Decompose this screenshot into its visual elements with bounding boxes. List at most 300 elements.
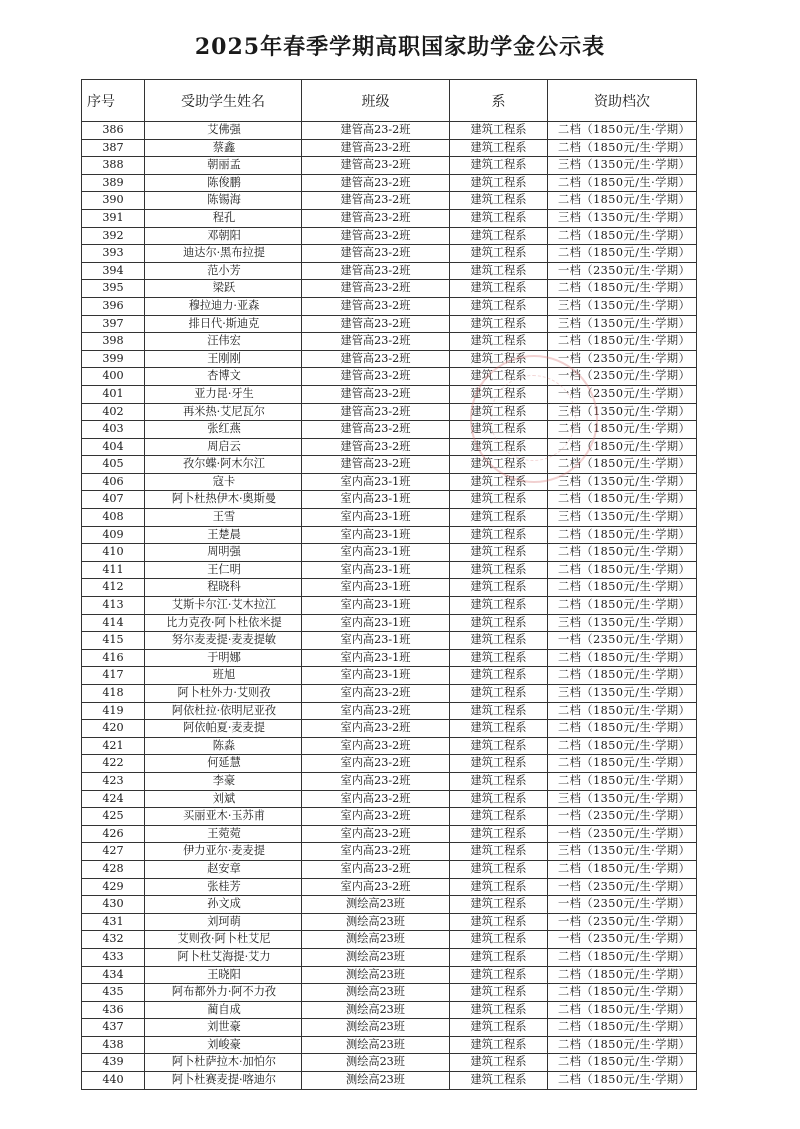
cell-subsidy-level: 一档（2350元/生·学期）	[548, 913, 697, 931]
table-row	[82, 227, 697, 245]
cell-class: 建管高23-2班	[302, 368, 450, 386]
cell-department: 建筑工程系	[450, 825, 548, 843]
cell-subsidy-level: 一档（2350元/生·学期）	[548, 878, 697, 896]
cell-seq: 432	[82, 931, 145, 949]
cell-subsidy-level: 二档（1850元/生·学期）	[548, 122, 697, 140]
cell-subsidy-level: 一档（2350元/生·学期）	[548, 896, 697, 914]
cell-student-name: 王刚刚	[145, 350, 302, 368]
cell-subsidy-level: 一档（2350元/生·学期）	[548, 385, 697, 403]
cell-subsidy-level: 二档（1850元/生·学期）	[548, 984, 697, 1002]
cell-subsidy-level: 二档（1850元/生·学期）	[548, 421, 697, 439]
cell-subsidy-level: 一档（2350元/生·学期）	[548, 262, 697, 280]
cell-student-name: 亚力昆·牙生	[145, 385, 302, 403]
cell-subsidy-level: 三档（1350元/生·学期）	[548, 473, 697, 491]
cell-department: 建筑工程系	[450, 1072, 548, 1090]
cell-class: 室内高23-1班	[302, 579, 450, 597]
table-row	[82, 931, 697, 949]
cell-department: 建筑工程系	[450, 421, 548, 439]
cell-department: 建筑工程系	[450, 174, 548, 192]
cell-seq: 391	[82, 209, 145, 227]
cell-seq: 412	[82, 579, 145, 597]
cell-subsidy-level: 二档（1850元/生·学期）	[548, 245, 697, 263]
cell-student-name: 汪伟宏	[145, 333, 302, 351]
cell-subsidy-level: 二档（1850元/生·学期）	[548, 755, 697, 773]
cell-department: 建筑工程系	[450, 333, 548, 351]
cell-subsidy-level: 二档（1850元/生·学期）	[548, 737, 697, 755]
cell-department: 建筑工程系	[450, 245, 548, 263]
cell-class: 室内高23-1班	[302, 473, 450, 491]
cell-seq: 408	[82, 509, 145, 527]
cell-student-name: 梁跃	[145, 280, 302, 298]
cell-subsidy-level: 二档（1850元/生·学期）	[548, 649, 697, 667]
table-row	[82, 403, 697, 421]
cell-class: 室内高23-2班	[302, 702, 450, 720]
cell-student-name: 王菀菀	[145, 825, 302, 843]
cell-subsidy-level: 二档（1850元/生·学期）	[548, 1054, 697, 1072]
cell-seq: 395	[82, 280, 145, 298]
cell-subsidy-level: 一档（2350元/生·学期）	[548, 931, 697, 949]
cell-student-name: 王雪	[145, 509, 302, 527]
table-row	[82, 702, 697, 720]
cell-subsidy-level: 二档（1850元/生·学期）	[548, 860, 697, 878]
cell-subsidy-level: 三档（1350元/生·学期）	[548, 685, 697, 703]
cell-class: 室内高23-2班	[302, 808, 450, 826]
cell-subsidy-level: 二档（1850元/生·学期）	[548, 526, 697, 544]
cell-subsidy-level: 一档（2350元/生·学期）	[548, 808, 697, 826]
table-row	[82, 948, 697, 966]
cell-class: 室内高23-2班	[302, 860, 450, 878]
cell-class: 室内高23-1班	[302, 544, 450, 562]
cell-class: 室内高23-2班	[302, 843, 450, 861]
cell-student-name: 迪达尔·黑布拉提	[145, 245, 302, 263]
table-row	[82, 913, 697, 931]
cell-department: 建筑工程系	[450, 896, 548, 914]
cell-seq: 407	[82, 491, 145, 509]
cell-class: 建管高23-2班	[302, 438, 450, 456]
cell-subsidy-level: 二档（1850元/生·学期）	[548, 192, 697, 210]
page-title: 2025年春季学期高职国家助学金公示表	[194, 34, 606, 60]
cell-class: 建管高23-2班	[302, 333, 450, 351]
cell-subsidy-level: 二档（1850元/生·学期）	[548, 227, 697, 245]
cell-class: 室内高23-2班	[302, 825, 450, 843]
cell-department: 建筑工程系	[450, 720, 548, 738]
cell-seq: 406	[82, 473, 145, 491]
cell-department: 建筑工程系	[450, 614, 548, 632]
cell-seq: 424	[82, 790, 145, 808]
cell-seq: 420	[82, 720, 145, 738]
cell-department: 建筑工程系	[450, 262, 548, 280]
cell-class: 建管高23-2班	[302, 227, 450, 245]
cell-department: 建筑工程系	[450, 403, 548, 421]
cell-seq: 430	[82, 896, 145, 914]
cell-subsidy-level: 三档（1350元/生·学期）	[548, 297, 697, 315]
cell-student-name: 何延慧	[145, 755, 302, 773]
cell-subsidy-level: 二档（1850元/生·学期）	[548, 491, 697, 509]
cell-student-name: 张桂芳	[145, 878, 302, 896]
cell-department: 建筑工程系	[450, 227, 548, 245]
cell-student-name: 王晓阳	[145, 966, 302, 984]
cell-student-name: 买丽亚木·玉苏甫	[145, 808, 302, 826]
cell-class: 测绘高23班	[302, 1054, 450, 1072]
cell-class: 室内高23-2班	[302, 878, 450, 896]
cell-seq: 392	[82, 227, 145, 245]
table-row	[82, 632, 697, 650]
table-header-row	[82, 80, 697, 122]
table-row	[82, 597, 697, 615]
table-row	[82, 526, 697, 544]
cell-department: 建筑工程系	[450, 122, 548, 140]
cell-student-name: 艾斯卡尔江·艾木拉江	[145, 597, 302, 615]
cell-class: 室内高23-2班	[302, 772, 450, 790]
cell-student-name: 阿卜杜赛麦提·喀迪尔	[145, 1072, 302, 1090]
cell-student-name: 李豪	[145, 772, 302, 790]
cell-seq: 431	[82, 913, 145, 931]
cell-subsidy-level: 三档（1350元/生·学期）	[548, 509, 697, 527]
table-row	[82, 1001, 697, 1019]
cell-subsidy-level: 二档（1850元/生·学期）	[548, 597, 697, 615]
cell-subsidy-level: 二档（1850元/生·学期）	[548, 333, 697, 351]
cell-department: 建筑工程系	[450, 913, 548, 931]
cell-department: 建筑工程系	[450, 649, 548, 667]
cell-department: 建筑工程系	[450, 1036, 548, 1054]
cell-class: 测绘高23班	[302, 948, 450, 966]
cell-seq: 419	[82, 702, 145, 720]
cell-seq: 403	[82, 421, 145, 439]
cell-seq: 427	[82, 843, 145, 861]
cell-department: 建筑工程系	[450, 597, 548, 615]
cell-class: 建管高23-2班	[302, 456, 450, 474]
cell-seq: 433	[82, 948, 145, 966]
cell-department: 建筑工程系	[450, 790, 548, 808]
cell-class: 建管高23-2班	[302, 174, 450, 192]
table-row	[82, 614, 697, 632]
cell-student-name: 刘斌	[145, 790, 302, 808]
table-row	[82, 667, 697, 685]
cell-student-name: 阿布都外力·阿不力孜	[145, 984, 302, 1002]
cell-student-name: 程晓科	[145, 579, 302, 597]
cell-class: 室内高23-1班	[302, 649, 450, 667]
cell-seq: 413	[82, 597, 145, 615]
cell-seq: 388	[82, 157, 145, 175]
cell-department: 建筑工程系	[450, 579, 548, 597]
cell-department: 建筑工程系	[450, 385, 548, 403]
cell-department: 建筑工程系	[450, 297, 548, 315]
table-row	[82, 280, 697, 298]
table-row	[82, 122, 697, 140]
cell-seq: 438	[82, 1036, 145, 1054]
table-row	[82, 350, 697, 368]
table-row	[82, 157, 697, 175]
cell-class: 室内高23-1班	[302, 509, 450, 527]
cell-student-name: 阿卜杜萨拉木·加怕尔	[145, 1054, 302, 1072]
cell-department: 建筑工程系	[450, 1054, 548, 1072]
cell-subsidy-level: 二档（1850元/生·学期）	[548, 579, 697, 597]
cell-class: 室内高23-1班	[302, 561, 450, 579]
cell-class: 室内高23-2班	[302, 755, 450, 773]
cell-seq: 434	[82, 966, 145, 984]
cell-subsidy-level: 二档（1850元/生·学期）	[548, 561, 697, 579]
cell-seq: 411	[82, 561, 145, 579]
table-row	[82, 896, 697, 914]
cell-department: 建筑工程系	[450, 280, 548, 298]
cell-subsidy-level: 二档（1850元/生·学期）	[548, 667, 697, 685]
cell-class: 室内高23-2班	[302, 720, 450, 738]
cell-seq: 439	[82, 1054, 145, 1072]
cell-class: 室内高23-1班	[302, 614, 450, 632]
cell-subsidy-level: 二档（1850元/生·学期）	[548, 772, 697, 790]
cell-class: 建管高23-2班	[302, 122, 450, 140]
cell-student-name: 刘珂萌	[145, 913, 302, 931]
table-row	[82, 438, 697, 456]
cell-seq: 400	[82, 368, 145, 386]
cell-department: 建筑工程系	[450, 702, 548, 720]
cell-class: 室内高23-2班	[302, 790, 450, 808]
cell-seq: 398	[82, 333, 145, 351]
table-row	[82, 1072, 697, 1090]
cell-seq: 409	[82, 526, 145, 544]
table-row	[82, 1054, 697, 1072]
cell-department: 建筑工程系	[450, 456, 548, 474]
cell-student-name: 艾佛强	[145, 122, 302, 140]
table-row	[82, 843, 697, 861]
cell-department: 建筑工程系	[450, 737, 548, 755]
table-row	[82, 720, 697, 738]
cell-seq: 389	[82, 174, 145, 192]
cell-department: 建筑工程系	[450, 544, 548, 562]
cell-seq: 426	[82, 825, 145, 843]
cell-subsidy-level: 二档（1850元/生·学期）	[548, 438, 697, 456]
cell-subsidy-level: 二档（1850元/生·学期）	[548, 456, 697, 474]
cell-subsidy-level: 三档（1350元/生·学期）	[548, 790, 697, 808]
cell-student-name: 阿依帕夏·麦麦提	[145, 720, 302, 738]
cell-class: 室内高23-1班	[302, 667, 450, 685]
cell-class: 建管高23-2班	[302, 315, 450, 333]
cell-class: 测绘高23班	[302, 1001, 450, 1019]
table-row	[82, 755, 697, 773]
cell-seq: 414	[82, 614, 145, 632]
cell-subsidy-level: 二档（1850元/生·学期）	[548, 948, 697, 966]
table-row	[82, 297, 697, 315]
table-row	[82, 368, 697, 386]
cell-class: 室内高23-1班	[302, 526, 450, 544]
table-row	[82, 491, 697, 509]
cell-student-name: 于明娜	[145, 649, 302, 667]
table-row	[82, 192, 697, 210]
cell-department: 建筑工程系	[450, 491, 548, 509]
cell-class: 建管高23-2班	[302, 421, 450, 439]
cell-subsidy-level: 三档（1350元/生·学期）	[548, 614, 697, 632]
header-name: 受助学生姓名	[145, 80, 302, 122]
cell-seq: 425	[82, 808, 145, 826]
table-row	[82, 966, 697, 984]
cell-seq: 399	[82, 350, 145, 368]
cell-student-name: 张红燕	[145, 421, 302, 439]
cell-student-name: 王楚晨	[145, 526, 302, 544]
cell-student-name: 刘峻豪	[145, 1036, 302, 1054]
cell-class: 建管高23-2班	[302, 192, 450, 210]
table-row	[82, 385, 697, 403]
cell-seq: 405	[82, 456, 145, 474]
table-row	[82, 878, 697, 896]
cell-student-name: 蔺自成	[145, 1001, 302, 1019]
cell-class: 建管高23-2班	[302, 245, 450, 263]
cell-student-name: 再米热·艾尼瓦尔	[145, 403, 302, 421]
header-dept: 系	[450, 80, 548, 122]
cell-class: 建管高23-2班	[302, 209, 450, 227]
cell-student-name: 班旭	[145, 667, 302, 685]
cell-student-name: 陈俊鹏	[145, 174, 302, 192]
table-row	[82, 579, 697, 597]
cell-seq: 390	[82, 192, 145, 210]
table-row	[82, 139, 697, 157]
cell-department: 建筑工程系	[450, 192, 548, 210]
cell-department: 建筑工程系	[450, 966, 548, 984]
cell-seq: 423	[82, 772, 145, 790]
table-row	[82, 772, 697, 790]
cell-subsidy-level: 二档（1850元/生·学期）	[548, 1072, 697, 1090]
table-row	[82, 1036, 697, 1054]
cell-student-name: 朝丽孟	[145, 157, 302, 175]
table-row	[82, 509, 697, 527]
cell-subsidy-level: 一档（2350元/生·学期）	[548, 825, 697, 843]
cell-department: 建筑工程系	[450, 878, 548, 896]
table-row	[82, 333, 697, 351]
cell-seq: 397	[82, 315, 145, 333]
cell-department: 建筑工程系	[450, 315, 548, 333]
cell-student-name: 阿卜杜外力·艾则孜	[145, 685, 302, 703]
cell-department: 建筑工程系	[450, 209, 548, 227]
cell-subsidy-level: 一档（2350元/生·学期）	[548, 368, 697, 386]
table-body	[82, 122, 697, 1090]
table-row	[82, 737, 697, 755]
table-row	[82, 544, 697, 562]
cell-seq: 436	[82, 1001, 145, 1019]
table-row	[82, 860, 697, 878]
cell-student-name: 阿卜杜艾海提·艾力	[145, 948, 302, 966]
cell-department: 建筑工程系	[450, 931, 548, 949]
cell-class: 建管高23-2班	[302, 403, 450, 421]
cell-class: 测绘高23班	[302, 896, 450, 914]
cell-class: 建管高23-2班	[302, 280, 450, 298]
cell-department: 建筑工程系	[450, 561, 548, 579]
cell-seq: 418	[82, 685, 145, 703]
cell-student-name: 努尔麦麦提·麦麦提敏	[145, 632, 302, 650]
cell-department: 建筑工程系	[450, 473, 548, 491]
cell-department: 建筑工程系	[450, 632, 548, 650]
cell-class: 测绘高23班	[302, 931, 450, 949]
cell-student-name: 赵安章	[145, 860, 302, 878]
cell-department: 建筑工程系	[450, 808, 548, 826]
cell-subsidy-level: 二档（1850元/生·学期）	[548, 544, 697, 562]
cell-seq: 429	[82, 878, 145, 896]
cell-subsidy-level: 二档（1850元/生·学期）	[548, 280, 697, 298]
cell-student-name: 排日代·斯迪克	[145, 315, 302, 333]
cell-subsidy-level: 二档（1850元/生·学期）	[548, 1019, 697, 1037]
cell-student-name: 寇卡	[145, 473, 302, 491]
cell-seq: 402	[82, 403, 145, 421]
cell-student-name: 阿卜杜热伊木·奥斯曼	[145, 491, 302, 509]
cell-student-name: 伊力亚尔·麦麦提	[145, 843, 302, 861]
cell-class: 建管高23-2班	[302, 139, 450, 157]
cell-department: 建筑工程系	[450, 667, 548, 685]
cell-department: 建筑工程系	[450, 368, 548, 386]
cell-subsidy-level: 二档（1850元/生·学期）	[548, 702, 697, 720]
cell-department: 建筑工程系	[450, 157, 548, 175]
cell-subsidy-level: 二档（1850元/生·学期）	[548, 1036, 697, 1054]
cell-seq: 440	[82, 1072, 145, 1090]
cell-student-name: 周明强	[145, 544, 302, 562]
cell-department: 建筑工程系	[450, 755, 548, 773]
cell-subsidy-level: 三档（1350元/生·学期）	[548, 843, 697, 861]
cell-class: 室内高23-2班	[302, 685, 450, 703]
header-seq: 序号	[82, 80, 145, 122]
cell-department: 建筑工程系	[450, 1019, 548, 1037]
table-row	[82, 1019, 697, 1037]
header-class: 班级	[302, 80, 450, 122]
table-row	[82, 456, 697, 474]
cell-department: 建筑工程系	[450, 350, 548, 368]
cell-subsidy-level: 三档（1350元/生·学期）	[548, 209, 697, 227]
table-row	[82, 685, 697, 703]
cell-student-name: 刘世豪	[145, 1019, 302, 1037]
cell-class: 测绘高23班	[302, 984, 450, 1002]
cell-class: 测绘高23班	[302, 1019, 450, 1037]
cell-subsidy-level: 三档（1350元/生·学期）	[548, 157, 697, 175]
cell-department: 建筑工程系	[450, 438, 548, 456]
cell-class: 室内高23-2班	[302, 737, 450, 755]
table-row	[82, 174, 697, 192]
cell-class: 建管高23-2班	[302, 385, 450, 403]
cell-seq: 435	[82, 984, 145, 1002]
cell-seq: 393	[82, 245, 145, 263]
cell-subsidy-level: 二档（1850元/生·学期）	[548, 139, 697, 157]
cell-student-name: 阿依杜拉·依明尼亚孜	[145, 702, 302, 720]
cell-seq: 422	[82, 755, 145, 773]
cell-student-name: 陈锡海	[145, 192, 302, 210]
cell-student-name: 孙文成	[145, 896, 302, 914]
cell-class: 测绘高23班	[302, 1036, 450, 1054]
subsidy-table	[81, 79, 697, 1090]
cell-student-name: 陈淼	[145, 737, 302, 755]
cell-subsidy-level: 二档（1850元/生·学期）	[548, 720, 697, 738]
cell-class: 建管高23-2班	[302, 350, 450, 368]
cell-seq: 415	[82, 632, 145, 650]
cell-seq: 394	[82, 262, 145, 280]
cell-student-name: 孜尔蝶·阿木尔江	[145, 456, 302, 474]
cell-department: 建筑工程系	[450, 772, 548, 790]
cell-department: 建筑工程系	[450, 984, 548, 1002]
table-row	[82, 825, 697, 843]
cell-student-name: 比力克孜·阿卜杜依米提	[145, 614, 302, 632]
cell-seq: 416	[82, 649, 145, 667]
table-row	[82, 808, 697, 826]
cell-department: 建筑工程系	[450, 685, 548, 703]
cell-class: 测绘高23班	[302, 1072, 450, 1090]
cell-subsidy-level: 一档（2350元/生·学期）	[548, 350, 697, 368]
cell-department: 建筑工程系	[450, 843, 548, 861]
cell-seq: 410	[82, 544, 145, 562]
table-row	[82, 473, 697, 491]
table-row	[82, 649, 697, 667]
cell-department: 建筑工程系	[450, 526, 548, 544]
cell-student-name: 范小芳	[145, 262, 302, 280]
cell-department: 建筑工程系	[450, 139, 548, 157]
cell-student-name: 杏博文	[145, 368, 302, 386]
table-row	[82, 315, 697, 333]
table-row	[82, 984, 697, 1002]
cell-class: 建管高23-2班	[302, 262, 450, 280]
cell-student-name: 穆拉迪力·亚森	[145, 297, 302, 315]
